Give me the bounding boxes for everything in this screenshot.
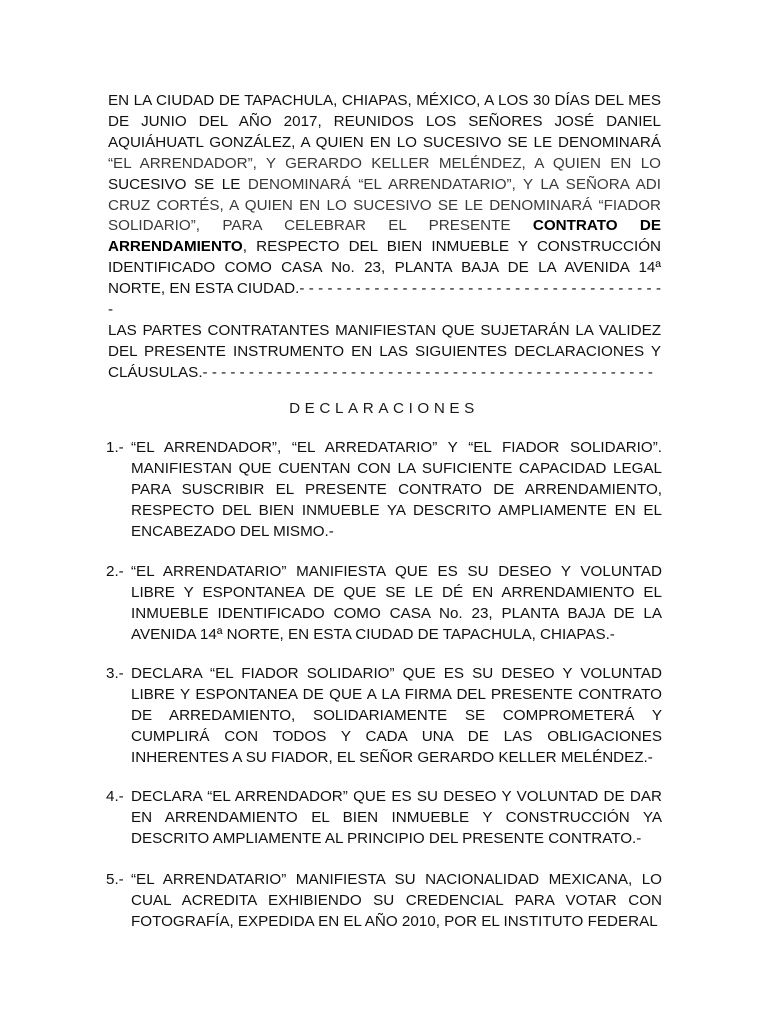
intro-text-6: LAS PARTES CONTRATANTES MANIFIESTAN QUE SUJETARÁN LA VALIDEZ DEL PRESENTE INSTRUMENTO EN LAS SIGUIENTES DECLARACIONES Y CLÁUSULAS. [108,321,661,381]
declaration-text [106,562,662,646]
intro-dashes-1: - - - - - - - - - - - - - - - - - - - - - - - - - - - - - - - - - - - - - - - - [108,280,662,319]
declaration-number: 3.- [106,665,124,682]
declaration-item [106,438,662,543]
intro-text-1: EN LA CIUDAD DE TAPACHULA, CHIAPAS, MÉXICO, A LOS 30 DÍAS DEL MES DE JUNIO DEL AÑO 2017, REUNIDOS LOS SEÑORES JOSÉ DANIEL AQUIÁHUATL GONZÁLEZ, A QUIEN EN LO SUCESIVO SE LE DENOMINARÁ [108,92,661,151]
declaration-text-content: “EL ARRENDATARIO” MANIFIESTA QUE ES SU DESEO Y VOLUNTAD LIBRE Y ESPONTANEA DE QUE SE LE DÉ EN ARRENDAMIENTO EL INMUEBLE IDENTIFICADO COMO CASA No. 23, PLANTA BAJA DE LA AVENIDA 14ª NORTE, EN ESTA CIUDAD DE TAPACHULA, CHIAPAS.- [131,563,662,643]
declaration-item [106,664,662,769]
intro-paragraph-1 [108,91,661,321]
declaration-item [106,562,662,646]
declaration-number: 4.- [106,788,124,805]
intro-dashes-2: - - - - - - - - - - - - - - - - - - - - - - - - - - - - - - - - - - - - - - - - - - - - - - - - - [202,363,653,381]
declaration-item [106,870,662,933]
contract-title-bold: CONTRATO DE ARRENDAMIENTO [108,217,661,256]
intro-paragraph-2 [108,321,661,384]
declaration-item [106,787,662,850]
declaration-text [106,870,662,933]
intro-text-5: , RESPECTO DEL BIEN INMUEBLE Y CONSTRUCCIÓN IDENTIFICADO COMO CASA No. 23, PLANTA BAJA DE LA AVENIDA 14ª NORTE, EN ESTA CIUDAD. [108,238,661,298]
declaration-text [106,438,662,543]
declaration-number: 5.- [106,871,124,888]
declaration-text [106,664,662,769]
intro-text-3: SUCESIVO SE LE [108,175,248,193]
declaration-text-content: “EL ARRENDADOR”, “EL ARREDATARIO” Y “EL FIADOR SOLIDARIO”. MANIFIESTAN QUE CUENTAN CON LA SUFICIENTE CAPACIDAD LEGAL PARA SUSCRIBIR EL PRESENTE CONTRATO DE ARRENDAMIENTO, RESPECTO DEL BIEN INMUEBLE YA DESCRITO AMPLIAMENTE EN EL ENCABEZADO DEL MISMO.- [131,439,662,540]
declaration-text-content: “EL ARRENDATARIO” MANIFIESTA SU NACIONALIDAD MEXICANA, LO CUAL ACREDITA EXHIBIENDO SU CREDENCIAL PARA VOTAR CON FOTOGRAFÍA, EXPEDIDA EN EL AÑO 2010, POR EL INSTITUTO FEDERAL [131,871,662,930]
declaration-number: 1.- [106,439,124,456]
intro-section [108,91,661,384]
intro-text-4: DENOMINARÁ “EL ARRENDATARIO”, Y LA SEÑORA ADI CRUZ CORTÉS, A QUIEN EN LO SUCESIVO SE LE DENOMINARÁ “FIADOR SOLIDARIO”, PARA CELEBRAR EL PRESENTE [108,175,661,235]
declaration-text [106,787,662,850]
declaration-text-content: DECLARA “EL ARRENDADOR” QUE ES SU DESEO Y VOLUNTAD DE DAR EN ARRENDAMIENTO EL BIEN INMUEBLE Y CONSTRUCCIÓN YA DESCRITO AMPLIAMENTE AL PRINCIPIO DEL PRESENTE CONTRATO.- [131,788,662,847]
declaration-text-content: DECLARA “EL FIADOR SOLIDARIO” QUE ES SU DESEO Y VOLUNTAD LIBRE Y ESPONTANEA DE QUE A LA FIRMA DEL PRESENTE CONTRATO DE ARREDAMIENTO, SOLIDARIAMENTE SE COMPROMETERÁ Y CUMPLIRÁ CON TODOS Y CADA UNA DE LAS OBLIGACIONES INHERENTES A SU FIADOR, EL SEÑOR GERARDO KELLER MELÉNDEZ.- [131,665,662,766]
declarations-heading: DECLARACIONES [289,400,479,417]
declaration-number: 2.- [106,563,124,580]
intro-text-2: “EL ARRENDADOR”, Y GERARDO KELLER MELÉNDEZ, A QUIEN EN LO [108,154,661,172]
